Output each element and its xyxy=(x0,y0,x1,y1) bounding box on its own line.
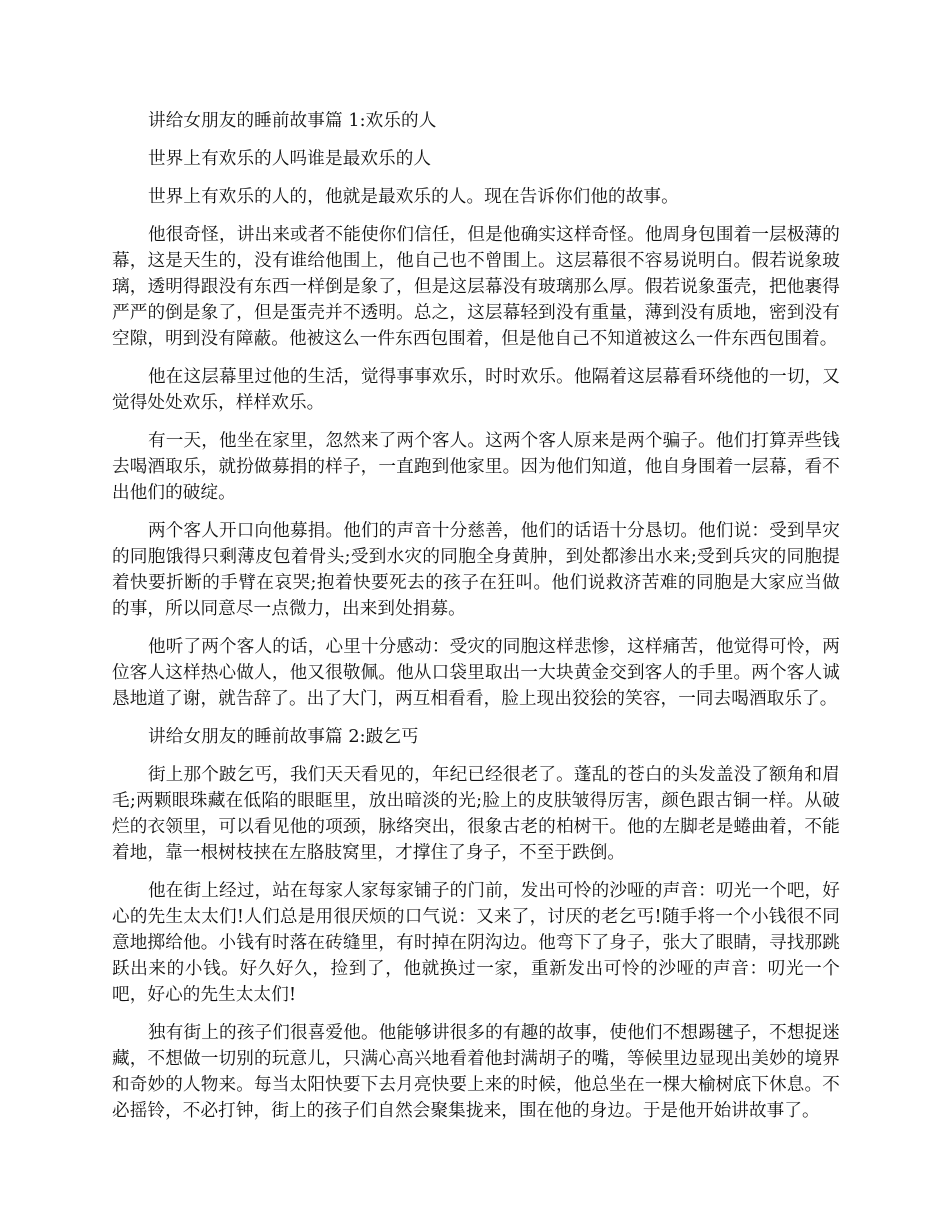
paragraph-intro: 世界上有欢乐的人的，他就是最欢乐的人。现在告诉你们他的故事。 xyxy=(148,187,679,207)
paragraph-fundraising: 两个客人开口向他募捐。他们的声音十分慈善，他们的话语十分恳切。他们说：受到旱灾的同胞饿得只剩薄皮包着骨头;受到水灾的同胞全身黄肿，到处都渗出水来;受到兵灾的同胞提着快要折断的手臂在哀哭;抱着快要死去的孩子在狂叫。他们说救济苦难的同胞是大家应当做的事，所以同意尽一点微力，出来到处捐募。 xyxy=(112,521,840,619)
story-1-title: 讲给女朋友的睡前故事篇 1:欢乐的人 xyxy=(148,111,437,131)
paragraph-curtain: 他很奇怪，讲出来或者不能使你们信任，但是他确实这样奇怪。他周身包围着一层极薄的幕，这是天生的，没有谁给他围上，他自己也不曾围上。这层幕很不容易说明白。假若说象玻璃，透明得跟没有东西一样倒是象了，但是这层幕没有玻璃那么厚。假若说象蛋壳，把他裹得严严的倒是象了，但是蛋壳并不透明。总之，这层幕轻到没有重量，薄到没有质地，密到没有空隙，明到没有障蔽。他被这么一件东西包围着，但是他自己不知道被这么一件东西包围着。 xyxy=(112,225,840,349)
paragraph-begging: 他在街上经过，站在每家人家每家铺子的门前，发出可怜的沙哑的声音：叨光一个吧，好心的先生太太们!人们总是用很厌烦的口气说：又来了，讨厌的老乞丐!随手将一个小钱很不同意地掷给他。小钱有时落在砖缝里，有时掉在阴沟边。他弯下了身子，张大了眼睛，寻找那跳跃出来的小钱。好久好久，捡到了，他就换过一家，重新发出可怜的沙哑的声音：叨光一个吧，好心的先生太太们! xyxy=(112,881,840,1005)
paragraph-children: 独有街上的孩子们很喜爱他。他能够讲很多的有趣的故事，使他们不想踢毽子，不想捉迷藏，不想做一切别的玩意儿，只满心高兴地看着他封满胡子的嘴，等候里边显现出美妙的境界和奇妙的人物来。每当太阳快要下去月亮快要上来的时候，他总坐在一棵大榆树底下休息。不必摇铃，不必打钟，街上的孩子们自然会聚集拢来，围在他的身边。于是他开始讲故事了。 xyxy=(112,1023,840,1121)
paragraph-happy-life: 他在这层幕里过他的生活，觉得事事欢乐，时时欢乐。他隔着这层幕看环绕他的一切，又觉得处处欢乐，样样欢乐。 xyxy=(112,367,840,413)
document-body xyxy=(112,108,840,1136)
story-2-title: 讲给女朋友的睡前故事篇 2:跛乞丐 xyxy=(148,727,419,747)
paragraph-gold: 他听了两个客人的话，心里十分感动：受灾的同胞这样悲惨，这样痛苦，他觉得可怜，两位客人这样热心做人，他又很敬佩。他从口袋里取出一大块黄金交到客人的手里。两个客人诚恳地道了谢，就告辞了。出了大门，两互相看看，脸上现出狡狯的笑容，一同去喝酒取乐了。 xyxy=(112,637,840,709)
paragraph-beggar-description: 街上那个跛乞丐，我们天天看见的，年纪已经很老了。蓬乱的苍白的头发盖没了额角和眉毛;两颗眼珠藏在低陷的眼眶里，放出暗淡的光;脸上的皮肤皱得厉害，颜色跟古铜一样。从破烂的衣领里，可以看见他的项颈，脉络突出，很象古老的柏树干。他的左脚老是蜷曲着，不能着地，靠一根树枝挟在左胳肢窝里，才撑住了身子，不至于跌倒。 xyxy=(112,765,840,863)
paragraph-question: 世界上有欢乐的人吗谁是最欢乐的人 xyxy=(148,149,432,169)
paragraph-two-guests: 有一天，他坐在家里，忽然来了两个客人。这两个客人原来是两个骗子。他们打算弄些钱去喝酒取乐，就扮做募捐的样子，一直跑到他家里。因为他们知道，他自身围着一层幕，看不出他们的破绽。 xyxy=(112,431,840,503)
